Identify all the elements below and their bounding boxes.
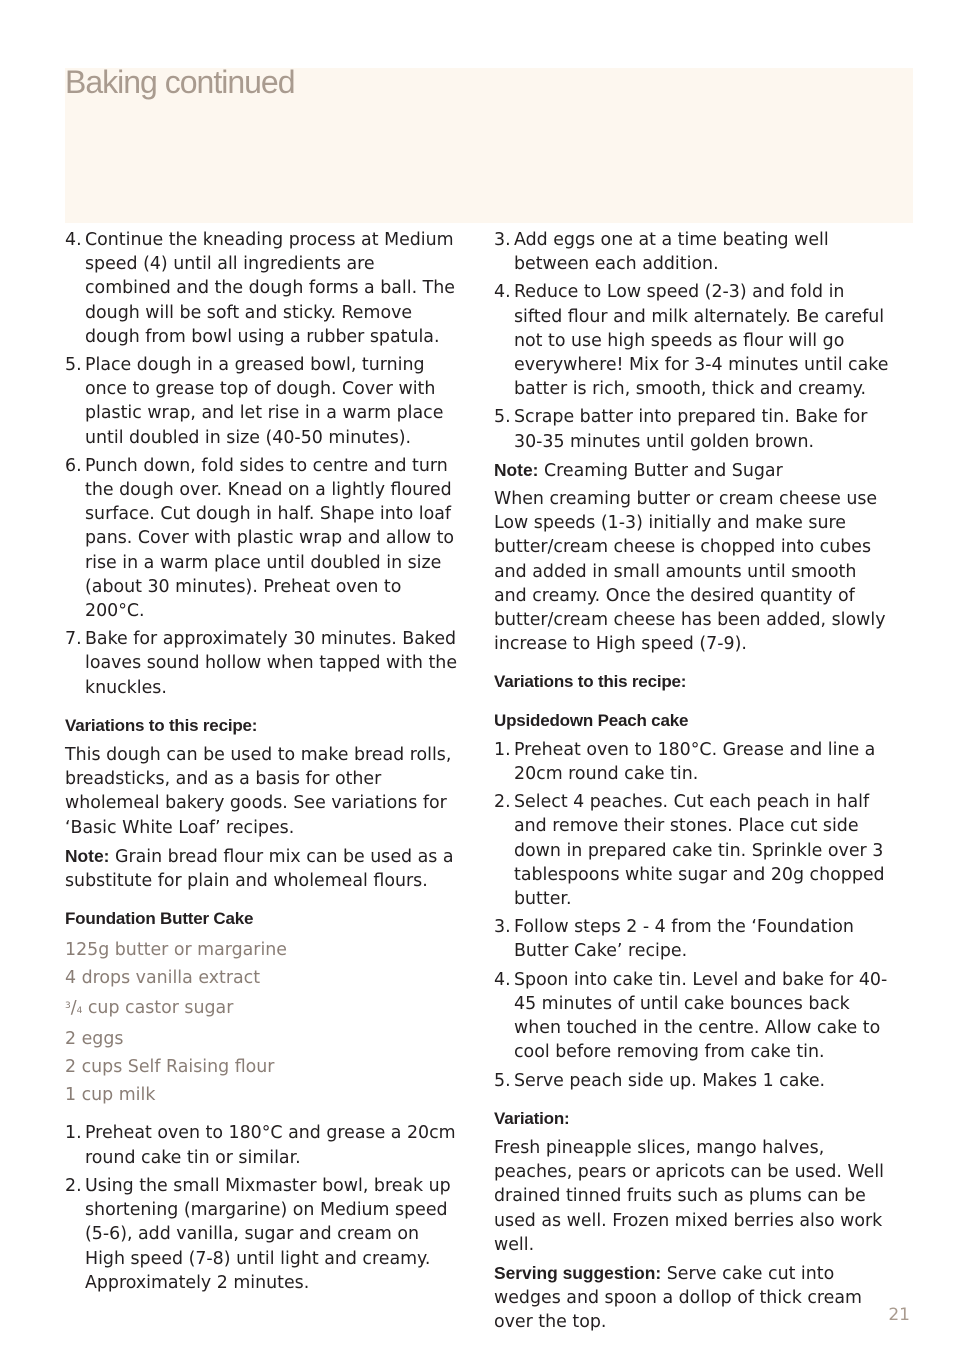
variations-heading: Variations to this recipe: bbox=[494, 672, 687, 692]
list-item: 2. Using the small Mixmaster bowl, break up shortening (margarine) on Medium speed (5-6), add vanilla, sugar and cream on High speed (7-8) until light and creamy. Approximately 2 minutes. bbox=[65, 1175, 451, 1293]
note-label: Note: bbox=[494, 459, 539, 480]
variations-text: This dough can be used to make bread rolls, breadsticks, and as a basis for other wholemeal bakery goods. See variations for ‘Basic White Loaf’ recipes. bbox=[65, 745, 452, 838]
ingredient-item: 125g butter or margarine bbox=[65, 940, 287, 961]
list-item: 6. Punch down, fold sides to centre and turn the dough over. Knead on a lightly floured surface. Cut dough in half. Shape into loaf pans. Cover with plastic wrap and allow to rise in a warm place until doubled in size (about 30 minutes). Preheat oven to 200°C. bbox=[65, 455, 455, 622]
variation-heading: Variation: bbox=[494, 1108, 570, 1128]
fraction-numerator: 3 bbox=[65, 1001, 71, 1012]
list-item: 5. Serve peach side up. Makes 1 cake. bbox=[494, 1070, 826, 1091]
list-item: 4. Spoon into cake tin. Level and bake for 40-45 minutes of until cake bounces back when touched in the centre. Allow cake to cool before removing from cake tin. bbox=[494, 969, 888, 1063]
list-item: 1. Preheat oven to 180°C and grease a 20cm round cake tin or similar. bbox=[65, 1123, 456, 1168]
ingredient-item: 4 drops vanilla extract bbox=[65, 968, 261, 989]
peach-heading: Upsidedown Peach cake bbox=[494, 710, 689, 730]
steps-list bbox=[494, 228, 894, 454]
note-paragraph: Note: Grain bread flour mix can be used as a substitute for plain and wholemeal flours. bbox=[65, 845, 454, 892]
page-title: Baking continued bbox=[65, 64, 295, 100]
variation-text: Fresh pineapple slices, mango halves, peaches, pears or apricots can be used. Well drained tinned fruits such as plums can be used as well. Frozen mixed berries also work well. bbox=[494, 1137, 884, 1255]
steps-list bbox=[494, 738, 894, 1093]
ingredient-item: 1 cup milk bbox=[65, 1085, 156, 1106]
note-text: When creaming butter or cream cheese use Low speeds (1-3) initially and make sure butter/cream cheese is chopped into cubes and added in small amounts until smooth and creamy. Once the desired quantity of butter/cream cheese has been added, slowly increase to High speed (7-9). bbox=[494, 489, 886, 655]
note-label: Note: bbox=[65, 845, 110, 866]
right-column bbox=[494, 228, 894, 1339]
list-item: 5. Place dough in a greased bowl, turning once to grease top of dough. Cover with plastic wrap, and let rise in a warm place until doubled in size (40-50 minutes). bbox=[65, 355, 444, 448]
serving-label: Serving suggestion: bbox=[494, 1262, 662, 1283]
list-item: 4. Continue the kneading process at Medium speed (4) until all ingredients are combined and the dough forms a ball. The dough will be soft and sticky. Remove dough from bowl using a rubber spatula. bbox=[65, 230, 455, 347]
list-item: 3. Follow steps 2 - 4 from the ‘Foundation Butter Cake’ recipe. bbox=[494, 917, 854, 962]
ingredient-item: 2 cups Self Raising flour bbox=[65, 1057, 275, 1078]
steps-list bbox=[65, 228, 463, 700]
list-item: 1. Preheat oven to 180°C. Grease and line a 20cm round cake tin. bbox=[494, 739, 876, 785]
ingredient-item: $^3$/4 cup castor sugar bbox=[65, 998, 234, 1019]
left-column bbox=[65, 228, 463, 1299]
ingredients-list bbox=[65, 936, 463, 1109]
note-paragraph: Note: Creaming Butter and Sugar bbox=[494, 459, 783, 481]
ingredient-item: 2 eggs bbox=[65, 1029, 124, 1050]
cake-heading: Foundation Butter Cake bbox=[65, 909, 254, 929]
list-item: 3. Add eggs one at a time beating well between each addition. bbox=[494, 230, 829, 275]
page-number: 21 bbox=[888, 1305, 910, 1325]
list-item: 5. Scrape batter into prepared tin. Bake for 30-35 minutes until golden brown. bbox=[494, 407, 868, 452]
list-item: 7. Bake for approximately 30 minutes. Baked loaves sound hollow when tapped with the knuckles. bbox=[65, 629, 458, 698]
serving-paragraph: Serving suggestion: Serve cake cut into wedges and spoon a dollop of thick cream over the top. bbox=[494, 1262, 862, 1333]
fraction-denominator: 4 bbox=[76, 1006, 83, 1017]
list-item: 2. Select 4 peaches. Cut each peach in half and remove their stones. Place cut side down in prepared cake tin. Sprinkle over 3 tablespoons white sugar and 20g chopped butter. bbox=[494, 792, 885, 910]
variations-heading: Variations to this recipe: bbox=[65, 715, 258, 735]
list-item: 4. Reduce to Low speed (2-3) and fold in sifted flour and milk alternately. Be careful not to use high speeds as flour will go everywhere! Mix for 3-4 minutes until cake batter is rich, smooth, thick and creamy. bbox=[494, 282, 889, 400]
steps-list bbox=[65, 1121, 463, 1294]
